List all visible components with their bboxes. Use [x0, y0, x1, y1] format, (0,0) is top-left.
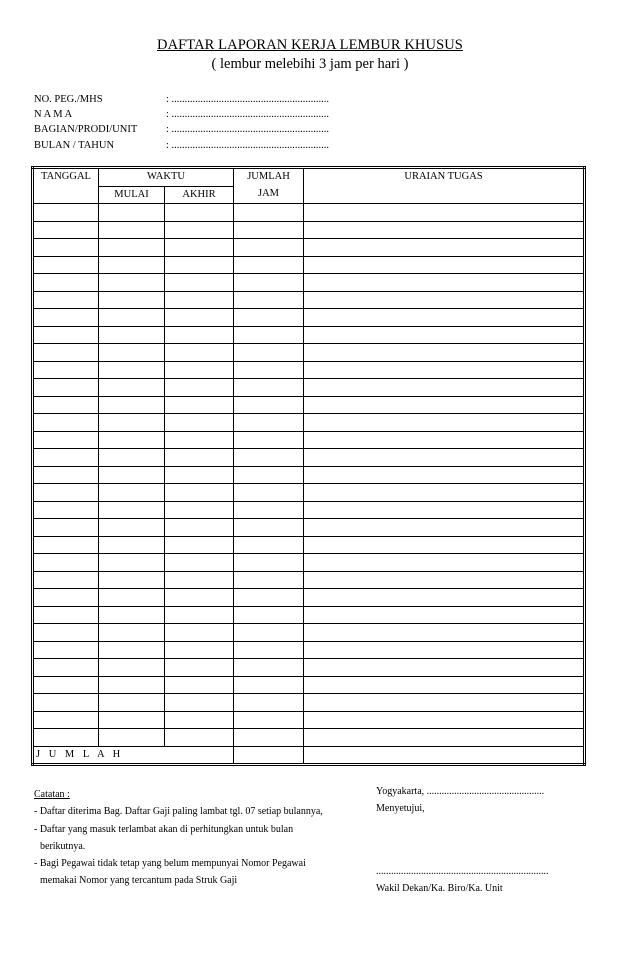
cell-uraian[interactable]: [304, 571, 585, 589]
table-row: [33, 221, 585, 239]
table-row: [33, 204, 585, 222]
cell-uraian[interactable]: [304, 501, 585, 519]
field-value: : ............................................................: [166, 140, 330, 151]
cell-akhir[interactable]: [165, 536, 234, 554]
cell-mulai[interactable]: [99, 309, 165, 327]
table-row: [33, 676, 585, 694]
cell-tanggal[interactable]: [33, 361, 99, 379]
cell-mulai[interactable]: [99, 694, 165, 712]
cell-jumlah-jam[interactable]: [234, 256, 304, 274]
total-jam[interactable]: [234, 746, 304, 765]
cell-mulai[interactable]: [99, 204, 165, 222]
cell-mulai[interactable]: [99, 326, 165, 344]
signature-place-date: Yogyakarta, ...............................................: [376, 786, 545, 797]
cell-jumlah-jam[interactable]: [234, 676, 304, 694]
cell-jumlah-jam[interactable]: [234, 326, 304, 344]
table-row: [33, 361, 585, 379]
cell-uraian[interactable]: [304, 624, 585, 642]
table-row: [33, 309, 585, 327]
table-row: [33, 431, 585, 449]
table-row: [33, 694, 585, 712]
note-line: - Daftar diterima Bag. Daftar Gaji paling lambat tgl. 07 setiap bulannya,: [34, 806, 323, 818]
cell-jumlah-jam[interactable]: [234, 711, 304, 729]
cell-tanggal[interactable]: [33, 641, 99, 659]
table-header-row: [33, 168, 585, 187]
table-row: [33, 641, 585, 659]
cell-tanggal[interactable]: [33, 396, 99, 414]
cell-akhir[interactable]: [165, 554, 234, 572]
cell-tanggal[interactable]: [33, 624, 99, 642]
cell-jumlah-jam[interactable]: [234, 624, 304, 642]
cell-jumlah-jam[interactable]: [234, 484, 304, 502]
table-row: [33, 256, 585, 274]
cell-mulai[interactable]: [99, 396, 165, 414]
cell-jumlah-jam[interactable]: [234, 659, 304, 677]
cell-jumlah-jam[interactable]: [234, 466, 304, 484]
note-line: - Bagi Pegawai tidak tetap yang belum mempunyai Nomor Pegawai: [34, 858, 306, 870]
cell-mulai[interactable]: [99, 256, 165, 274]
table-row: [33, 239, 585, 257]
cell-mulai[interactable]: [99, 571, 165, 589]
field-value: : ............................................................: [166, 124, 330, 135]
cell-jumlah-jam[interactable]: [234, 221, 304, 239]
cell-jumlah-jam[interactable]: [234, 729, 304, 747]
table-row: [33, 501, 585, 519]
cell-uraian[interactable]: [304, 641, 585, 659]
cell-uraian[interactable]: [304, 291, 585, 309]
cell-akhir[interactable]: [165, 221, 234, 239]
cell-jumlah-jam[interactable]: [234, 291, 304, 309]
document-title: DAFTAR LAPORAN KERJA LEMBUR KHUSUS: [157, 37, 463, 53]
signature-dots: .....................................................................: [376, 866, 549, 877]
table-subheader-row: [33, 186, 585, 204]
cell-tanggal[interactable]: [33, 536, 99, 554]
table-row: [33, 414, 585, 432]
cell-mulai[interactable]: [99, 624, 165, 642]
cell-tanggal[interactable]: [33, 204, 99, 222]
cell-akhir[interactable]: [165, 309, 234, 327]
cell-mulai[interactable]: [99, 379, 165, 397]
cell-akhir[interactable]: [165, 624, 234, 642]
cell-mulai[interactable]: [99, 484, 165, 502]
cell-mulai[interactable]: [99, 519, 165, 537]
cell-jumlah-jam[interactable]: [234, 379, 304, 397]
table-row: [33, 449, 585, 467]
cell-akhir[interactable]: [165, 204, 234, 222]
cell-jumlah-jam[interactable]: [234, 449, 304, 467]
cell-tanggal[interactable]: [33, 274, 99, 292]
table-row: [33, 291, 585, 309]
cell-uraian[interactable]: [304, 239, 585, 257]
cell-jumlah-jam[interactable]: [234, 204, 304, 222]
cell-tanggal[interactable]: [33, 606, 99, 624]
table-row: [33, 711, 585, 729]
table-row: [33, 536, 585, 554]
cell-tanggal[interactable]: [33, 554, 99, 572]
cell-uraian[interactable]: [304, 484, 585, 502]
field-label: BAGIAN/PRODI/UNIT: [34, 124, 138, 135]
signature-approved: Menyetujui,: [376, 803, 425, 814]
table-row: [33, 519, 585, 537]
header-tanggal: TANGGAL: [33, 168, 99, 187]
cell-jumlah-jam[interactable]: [234, 519, 304, 537]
cell-uraian[interactable]: [304, 676, 585, 694]
header-mulai: MULAI: [99, 186, 165, 204]
note-line: memakai Nomor yang tercantum pada Struk Gaji: [40, 875, 238, 887]
table-row: [33, 589, 585, 607]
field-label: N A M A: [34, 109, 73, 120]
cell-uraian[interactable]: [304, 221, 585, 239]
cell-mulai[interactable]: [99, 589, 165, 607]
cell-mulai[interactable]: [99, 274, 165, 292]
field-label: NO. PEG./MHS: [34, 94, 103, 105]
cell-tanggal[interactable]: [33, 676, 99, 694]
signature-role: Wakil Dekan/Ka. Biro/Ka. Unit: [376, 883, 503, 894]
cell-akhir[interactable]: [165, 256, 234, 274]
cell-akhir[interactable]: [165, 519, 234, 537]
cell-tanggal[interactable]: [33, 431, 99, 449]
cell-mulai[interactable]: [99, 606, 165, 624]
cell-uraian[interactable]: [304, 204, 585, 222]
cell-mulai[interactable]: [99, 414, 165, 432]
note-line: - Daftar yang masuk terlambat akan di perhitungkan untuk bulan: [34, 823, 294, 835]
field-value: : ............................................................: [166, 94, 330, 105]
cell-mulai[interactable]: [99, 659, 165, 677]
cell-mulai[interactable]: [99, 344, 165, 362]
cell-jumlah-jam[interactable]: [234, 641, 304, 659]
cell-tanggal[interactable]: [33, 291, 99, 309]
cell-akhir[interactable]: [165, 414, 234, 432]
cell-uraian[interactable]: [304, 694, 585, 712]
cell-tanggal[interactable]: [33, 519, 99, 537]
cell-jumlah-jam[interactable]: [234, 694, 304, 712]
cell-mulai[interactable]: [99, 729, 165, 747]
cell-akhir[interactable]: [165, 694, 234, 712]
cell-uraian[interactable]: [304, 431, 585, 449]
cell-uraian[interactable]: [304, 344, 585, 362]
table-row: [33, 379, 585, 397]
cell-tanggal[interactable]: [33, 694, 99, 712]
cell-mulai[interactable]: [99, 554, 165, 572]
cell-tanggal[interactable]: [33, 484, 99, 502]
table-row: [33, 606, 585, 624]
cell-akhir[interactable]: [165, 361, 234, 379]
cell-mulai[interactable]: [99, 536, 165, 554]
cell-akhir[interactable]: [165, 291, 234, 309]
table-row: [33, 624, 585, 642]
cell-akhir[interactable]: [165, 396, 234, 414]
header-jam: JAM: [234, 186, 304, 204]
cell-akhir[interactable]: [165, 589, 234, 607]
cell-akhir[interactable]: [165, 659, 234, 677]
cell-jumlah-jam[interactable]: [234, 396, 304, 414]
cell-mulai[interactable]: [99, 239, 165, 257]
cell-tanggal[interactable]: [33, 256, 99, 274]
header-uraian: URAIAN TUGAS: [304, 168, 585, 187]
cell-akhir[interactable]: [165, 379, 234, 397]
cell-akhir[interactable]: [165, 326, 234, 344]
cell-tanggal[interactable]: [33, 379, 99, 397]
table-row: [33, 396, 585, 414]
cell-mulai[interactable]: [99, 466, 165, 484]
cell-tanggal[interactable]: [33, 326, 99, 344]
total-row: [33, 746, 585, 765]
header-akhir: AKHIR: [165, 186, 234, 204]
cell-uraian[interactable]: [304, 361, 585, 379]
cell-uraian[interactable]: [304, 274, 585, 292]
header-jumlah: JUMLAH: [234, 168, 304, 187]
table-row: [33, 571, 585, 589]
cell-uraian[interactable]: [304, 536, 585, 554]
cell-tanggal[interactable]: [33, 221, 99, 239]
cell-jumlah-jam[interactable]: [234, 554, 304, 572]
cell-mulai[interactable]: [99, 221, 165, 239]
cell-uraian[interactable]: [304, 414, 585, 432]
cell-uraian[interactable]: [304, 466, 585, 484]
note-line: berikutnya.: [40, 840, 86, 852]
cell-tanggal[interactable]: [33, 711, 99, 729]
cell-uraian[interactable]: [304, 256, 585, 274]
overtime-table: [31, 166, 586, 766]
cell-jumlah-jam[interactable]: [234, 361, 304, 379]
cell-uraian[interactable]: [304, 659, 585, 677]
table-row: [33, 484, 585, 502]
table-row: [33, 326, 585, 344]
cell-tanggal[interactable]: [33, 729, 99, 747]
cell-tanggal[interactable]: [33, 589, 99, 607]
cell-akhir[interactable]: [165, 501, 234, 519]
cell-tanggal[interactable]: [33, 344, 99, 362]
cell-akhir[interactable]: [165, 466, 234, 484]
field-label: BULAN / TAHUN: [34, 140, 115, 151]
table-row: [33, 729, 585, 747]
cell-uraian[interactable]: [304, 326, 585, 344]
cell-mulai[interactable]: [99, 291, 165, 309]
cell-akhir[interactable]: [165, 344, 234, 362]
cell-jumlah-jam[interactable]: [234, 274, 304, 292]
cell-uraian[interactable]: [304, 379, 585, 397]
header-waktu: WAKTU: [99, 168, 234, 187]
document-subtitle: ( lembur melebihi 3 jam per hari ): [211, 56, 409, 72]
header-uraian-cont: [304, 186, 585, 204]
cell-tanggal[interactable]: [33, 414, 99, 432]
cell-akhir[interactable]: [165, 239, 234, 257]
cell-tanggal[interactable]: [33, 309, 99, 327]
table-row: [33, 274, 585, 292]
cell-uraian[interactable]: [304, 589, 585, 607]
cell-tanggal[interactable]: [33, 466, 99, 484]
header-tanggal-cont: [33, 186, 99, 204]
cell-jumlah-jam[interactable]: [234, 589, 304, 607]
cell-jumlah-jam[interactable]: [234, 536, 304, 554]
cell-uraian[interactable]: [304, 396, 585, 414]
cell-uraian[interactable]: [304, 309, 585, 327]
cell-tanggal[interactable]: [33, 571, 99, 589]
cell-uraian[interactable]: [304, 729, 585, 747]
cell-uraian[interactable]: [304, 606, 585, 624]
notes-heading: Catatan :: [34, 789, 70, 800]
cell-tanggal[interactable]: [33, 449, 99, 467]
cell-akhir[interactable]: [165, 431, 234, 449]
cell-tanggal[interactable]: [33, 501, 99, 519]
total-label: J U M L A H: [33, 746, 234, 765]
cell-jumlah-jam[interactable]: [234, 239, 304, 257]
cell-akhir[interactable]: [165, 606, 234, 624]
cell-uraian[interactable]: [304, 554, 585, 572]
cell-akhir[interactable]: [165, 449, 234, 467]
cell-akhir[interactable]: [165, 274, 234, 292]
cell-akhir[interactable]: [165, 729, 234, 747]
cell-jumlah-jam[interactable]: [234, 501, 304, 519]
cell-jumlah-jam[interactable]: [234, 431, 304, 449]
cell-uraian[interactable]: [304, 711, 585, 729]
cell-jumlah-jam[interactable]: [234, 606, 304, 624]
cell-mulai[interactable]: [99, 711, 165, 729]
table-row: [33, 466, 585, 484]
cell-mulai[interactable]: [99, 641, 165, 659]
cell-akhir[interactable]: [165, 676, 234, 694]
cell-akhir[interactable]: [165, 571, 234, 589]
table-row: [33, 344, 585, 362]
cell-akhir[interactable]: [165, 711, 234, 729]
cell-uraian[interactable]: [304, 449, 585, 467]
cell-mulai[interactable]: [99, 676, 165, 694]
cell-jumlah-jam[interactable]: [234, 571, 304, 589]
cell-mulai[interactable]: [99, 449, 165, 467]
cell-mulai[interactable]: [99, 501, 165, 519]
cell-uraian[interactable]: [304, 519, 585, 537]
cell-jumlah-jam[interactable]: [234, 344, 304, 362]
cell-tanggal[interactable]: [33, 659, 99, 677]
cell-tanggal[interactable]: [33, 239, 99, 257]
table-row: [33, 554, 585, 572]
total-uraian: [304, 746, 585, 765]
notes: [34, 786, 323, 890]
cell-akhir[interactable]: [165, 641, 234, 659]
field-value: : ............................................................: [166, 109, 330, 120]
table-row: [33, 659, 585, 677]
cell-mulai[interactable]: [99, 431, 165, 449]
cell-mulai[interactable]: [99, 361, 165, 379]
cell-akhir[interactable]: [165, 484, 234, 502]
cell-jumlah-jam[interactable]: [234, 414, 304, 432]
cell-jumlah-jam[interactable]: [234, 309, 304, 327]
